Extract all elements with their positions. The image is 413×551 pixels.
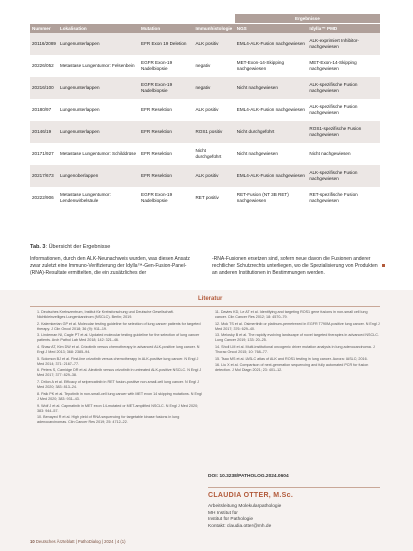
table-row [30, 33, 380, 55]
author-line: Kontakt: claudia.otter@mh.de [208, 523, 272, 529]
table-cell: EFR Resektion [139, 143, 193, 165]
table-row [30, 55, 380, 77]
table-cell: ALK positiv [193, 33, 234, 55]
table-cell: Nicht nachgewiesen [235, 143, 308, 165]
table-cell: Lungenunterlappen [58, 77, 139, 99]
table-cell: EML4-ALK-Fusion nachgewiesen [235, 33, 308, 55]
table-cell: Nicht nachgewiesen [235, 77, 308, 99]
table-row [30, 77, 380, 99]
end-of-article-marker [382, 264, 385, 267]
table-cell: EML4-ALK-Fusion nachgewiesen [235, 99, 308, 121]
table-cell: 20222/906 [30, 187, 58, 209]
table-cell: Lungenunterlappen [58, 121, 139, 143]
table-cell: EGFR Exon-19 Nadelbiopsie [139, 77, 193, 99]
table-cell: Lungenunterlappen [58, 99, 139, 121]
table-cell: EFR Resektion [139, 165, 193, 187]
table-cell: ALK-spezifische Fusion nachgewiesen [307, 99, 380, 121]
table-body [30, 33, 380, 209]
caption-text: Übersicht der Ergebnisse [48, 244, 111, 250]
table-cell: EGFR Exon-19 Nadelbiopsie [139, 187, 193, 209]
author-name: CLAUDIA OTTER, M.Sc. [208, 492, 294, 499]
column-header: Immunhistologie [193, 24, 234, 34]
column-header: Nummer [30, 24, 58, 34]
reference-item: 10. Benayed R et al. High yield of RNA sequencing for targetable kinase fusions in lung adenocarcinomas. Clin Cancer Res 2019; 25: 4712–22. [37, 415, 180, 425]
reference-item: 2. Kalemkerian GP et al. Molecular testing guideline for selection of lung cancer patients for targeted therapy. J Clin Oncol 2018; 36 (9): 911–19. [37, 321, 201, 331]
table-group-header: Ergebnisse [235, 14, 380, 24]
author-divider [208, 487, 380, 488]
reference-item: 8. Paik PK et al. Tepotinib in non-small-cell lung cancer with MET exon 14 skipping mutations. N Engl J Med 2020; 383: 931–43. [37, 391, 202, 401]
reference-item: 3. Lindeman NI, Cagle PT et al. Updated molecular testing guideline for the selection of lung cancer patients. Arch Pathol Lab Med 2018; 142: 321–46. [37, 333, 200, 343]
table-caption: Tab. 3: Übersicht der Ergebnisse [30, 244, 111, 250]
table-cell: negativ [193, 55, 234, 77]
table-cell: RET-spezifische Fusion nachgewiesen [307, 187, 380, 209]
author-affiliation [208, 504, 281, 530]
table-cell: Metastase Lungentumor: Felsenbein [58, 55, 139, 77]
page-number: 10 [30, 539, 35, 544]
reference-item: 15. Tsao MS et al. IASLC atlas of ALK and ROS1 testing in lung cancer. Aurora: IASLC; 2016. [215, 356, 368, 361]
table-header-row [30, 24, 380, 34]
caption-label: Tab. 3 [30, 244, 46, 250]
table-cell: EFR Resektion [139, 99, 193, 121]
reference-list-left [30, 310, 202, 427]
doi-line: DOI: 10.3238/PATHOLOG.2024.0604 [208, 474, 289, 479]
footer-journal: Deutsches Ärzteblatt | PathoDialog | 2024 | 4 (1) [35, 539, 126, 544]
author-line: Institut für Pathologie [208, 517, 254, 523]
table-cell: 20146/19 [30, 121, 58, 143]
reference-item: 9. Wolf J et al. Capmatinib in MET exon 14-mutated or MET-amplified NSCLC. N Engl J Med 2020; 383: 944–57. [37, 403, 199, 413]
table-cell: EGFR Exon-19 Nadelbiopsie [139, 55, 193, 77]
table-cell: Metastase Lungentumor: Schilddrüse [58, 143, 139, 165]
reference-list-right [208, 310, 380, 375]
body-text-left: Informationen, durch den ALK-Neunachweis wurden, was diesen Ansatz zwar zuletzt eine Immuno-Verifizierung der Idylla™-Gen-Fusion-Panel-(RNA)-Resultate ermittelten, die ein zusätzliches der [30, 256, 190, 276]
table-cell: Nicht nachgewiesen [307, 143, 380, 165]
page-footer [30, 539, 125, 544]
column-header: NGS [235, 24, 308, 34]
table-cell: ROS1-spezifische Fusion nachgewiesen [307, 121, 380, 143]
table-cell: ALK positiv [193, 165, 234, 187]
body-text-right: -RNA-Fusionen ersetzen sind, sofern neue davon die Fusionen anderer rechtlicher Schutzrechts unterliegen, wo die Spezialisierung von Produkten an anderen Institutionen in Bestimmungen werden. [212, 256, 378, 276]
table-row [30, 187, 380, 209]
author-line: MH Institut für [208, 510, 238, 516]
reference-item: 7. Drilon A et al. Efficacy of selpercatinib in RET fusion-positive non-small-cell lung cancer. N Engl J Med 2020; 383: 813–24. [37, 380, 199, 390]
reference-item: 11. Davies KD, Le AT et al. Identifying and targeting ROS1 gene fusions in non-small cell lung cancer. Clin Cancer Res 2012; 18: 4570–79. [215, 310, 368, 320]
reference-item: 16. Liu X et al. Comparison of next-generation sequencing and fully automated PCR for fusion detection. J Mol Diagn 2021; 23: 401–12. [215, 363, 369, 373]
reference-item: 1. Deutsches Krebszentrum, Institut für Krebsforschung und Deutsche Gesellschaft. Nichtkleinzelliges Lungenkarzinom (NSCLC). Berlin; 2019. [37, 310, 174, 320]
reference-item: 13. Melosky B et al. The rapidly evolving landscape of novel targeted therapies in advanced NSCLC. Lung Cancer 2019; 133: 20–25. [215, 333, 379, 343]
reference-item: 4. Shaw AT, Kim DW et al. Crizotinib versus chemotherapy in advanced ALK-positive lung cancer. N Engl J Med 2013; 368: 2385–94. [37, 345, 200, 355]
table-cell: RET positiv [193, 187, 234, 209]
table-cell: 20226/052 [30, 55, 58, 77]
table-cell: 20171/927 [30, 143, 58, 165]
results-table [30, 14, 380, 209]
column-header: Mutation [139, 24, 193, 34]
column-header: Lokalisation [58, 24, 139, 34]
table-cell: 20116/2089 [30, 33, 58, 55]
table-row [30, 99, 380, 121]
table-cell: Nicht durchgeführt [193, 143, 234, 165]
reference-item: 12. Mok TS et al. Osimertinib or platinum-pemetrexed in EGFR T790M-positive lung cancer. N Engl J Med 2017; 376: 629–40. [215, 321, 380, 331]
column-header: Idylla™ PMD [307, 24, 380, 34]
table-cell: RET-Fusion (NT 3B RET) nachgewiesen [235, 187, 308, 209]
table-row [30, 143, 380, 165]
table-cell: MET-Exon-14-Skipping nachgewiesen [235, 55, 308, 77]
table-cell: Metastase Lungentumor: Lendenwirbelsäule [58, 187, 139, 209]
table-cell: MET-Exon-14-Skipping nachgewiesen [307, 55, 380, 77]
table-cell: ALK-spezifische Fusion nachgewiesen [307, 165, 380, 187]
literature-divider [30, 306, 380, 307]
literature-heading: Literatur [198, 296, 223, 302]
table-cell: 20180/97 [30, 99, 58, 121]
table-cell: EML4-ALK-Fusion nachgewiesen [235, 165, 308, 187]
reference-item: 14. Sholl LM et al. Multi-institutional oncogenic driver mutation analysis in lung adenocarcinoma. J Thorac Oncol 2015; 10: 768–77. [215, 345, 375, 355]
table-group-header-row [30, 14, 380, 24]
reference-item: 5. Solomon BJ et al. First-line crizotinib versus chemotherapy in ALK-positive lung cancer. N Engl J Med 2014; 371: 2167–77. [37, 356, 199, 366]
table-cell: EFR Exon 19 Deletion [139, 33, 193, 55]
table-cell: Lungenunterlappen [58, 33, 139, 55]
table-cell: Lungenoberlappen [58, 165, 139, 187]
table-cell: 20216/100 [30, 77, 58, 99]
table-cell: negativ [193, 77, 234, 99]
table-cell: ALK-spezifische Fusion nachgewiesen [307, 77, 380, 99]
reference-item: 6. Peters S, Camidge DR et al. Alectinib versus crizotinib in untreated ALK-positive NSCLC. N Engl J Med 2017; 377: 829–38. [37, 368, 202, 378]
author-line: Arbeitsleitung Molekularpathologie [208, 504, 282, 509]
table-cell: ROS1 positiv [193, 121, 234, 143]
table-cell: ALK positiv [193, 99, 234, 121]
table-cell: 20217/673 [30, 165, 58, 187]
table-cell: Nicht durchgeführt [235, 121, 308, 143]
table-cell: ALK-exprimiert Inhibitor-nachgewiesen [307, 33, 380, 55]
table-row [30, 165, 380, 187]
table-row [30, 121, 380, 143]
table-cell: EFR Resektion [139, 121, 193, 143]
